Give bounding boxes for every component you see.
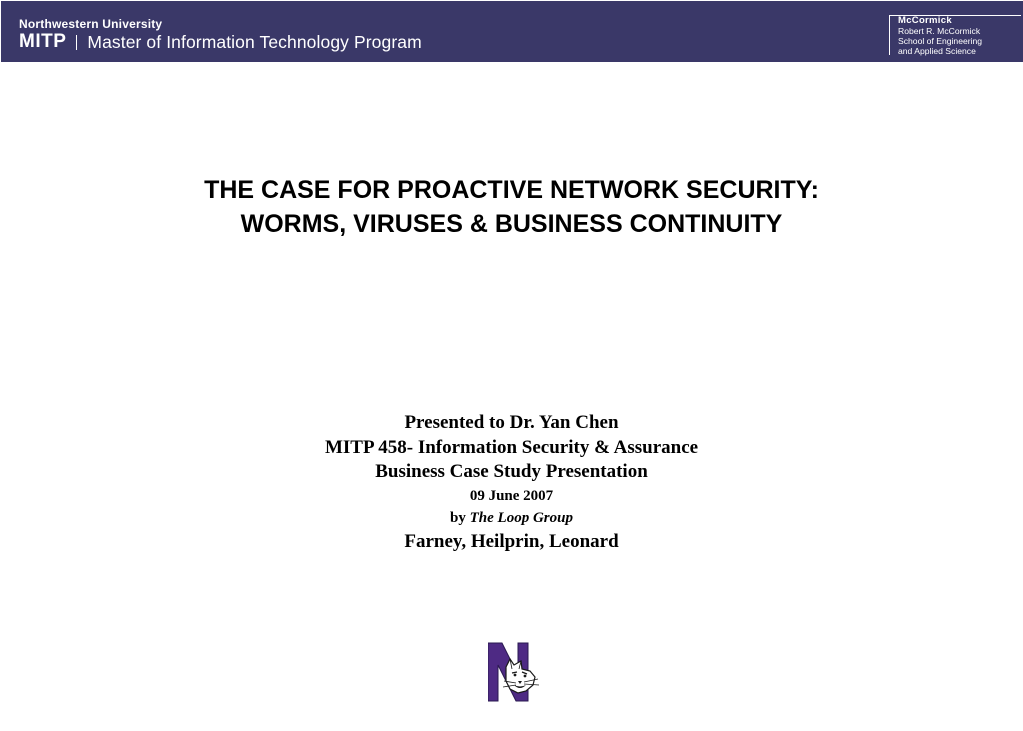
program-abbreviation: MITP [19, 31, 67, 52]
program-name: Master of Information Technology Program [87, 31, 422, 52]
header-banner [1, 1, 1023, 62]
presentation-date: 09 June 2007 [469, 487, 554, 504]
university-name: Northwestern University [19, 17, 163, 31]
mccormick-school-logo [889, 15, 1021, 55]
title-line-1: THE CASE FOR PROACTIVE NETWORK SECURITY: [204, 176, 819, 204]
presentation-details [0, 411, 1023, 554]
northwestern-wildcat-logo-icon [488, 641, 540, 703]
presented-to: Presented to Dr. Yan Chen [404, 412, 619, 433]
divider [76, 35, 77, 50]
group-name: The Loop Group [469, 509, 573, 526]
presentation-type: Business Case Study Presentation [375, 461, 648, 482]
slide-title [0, 173, 1023, 241]
by-prefix: by [450, 509, 470, 526]
program-row [19, 31, 422, 53]
by-line [0, 507, 1023, 529]
school-line: School of Engineering [898, 36, 983, 46]
title-line-2: WORMS, VIRUSES & BUSINESS CONTINUITY [240, 210, 783, 238]
school-brand: McCormick [898, 15, 952, 26]
authors: Farney, Heilprin, Leonard [404, 530, 619, 552]
school-line: Robert R. McCormick [898, 26, 981, 36]
course-name: MITP 458- Information Security & Assurance [324, 436, 699, 458]
school-line: and Applied Science [898, 46, 976, 56]
